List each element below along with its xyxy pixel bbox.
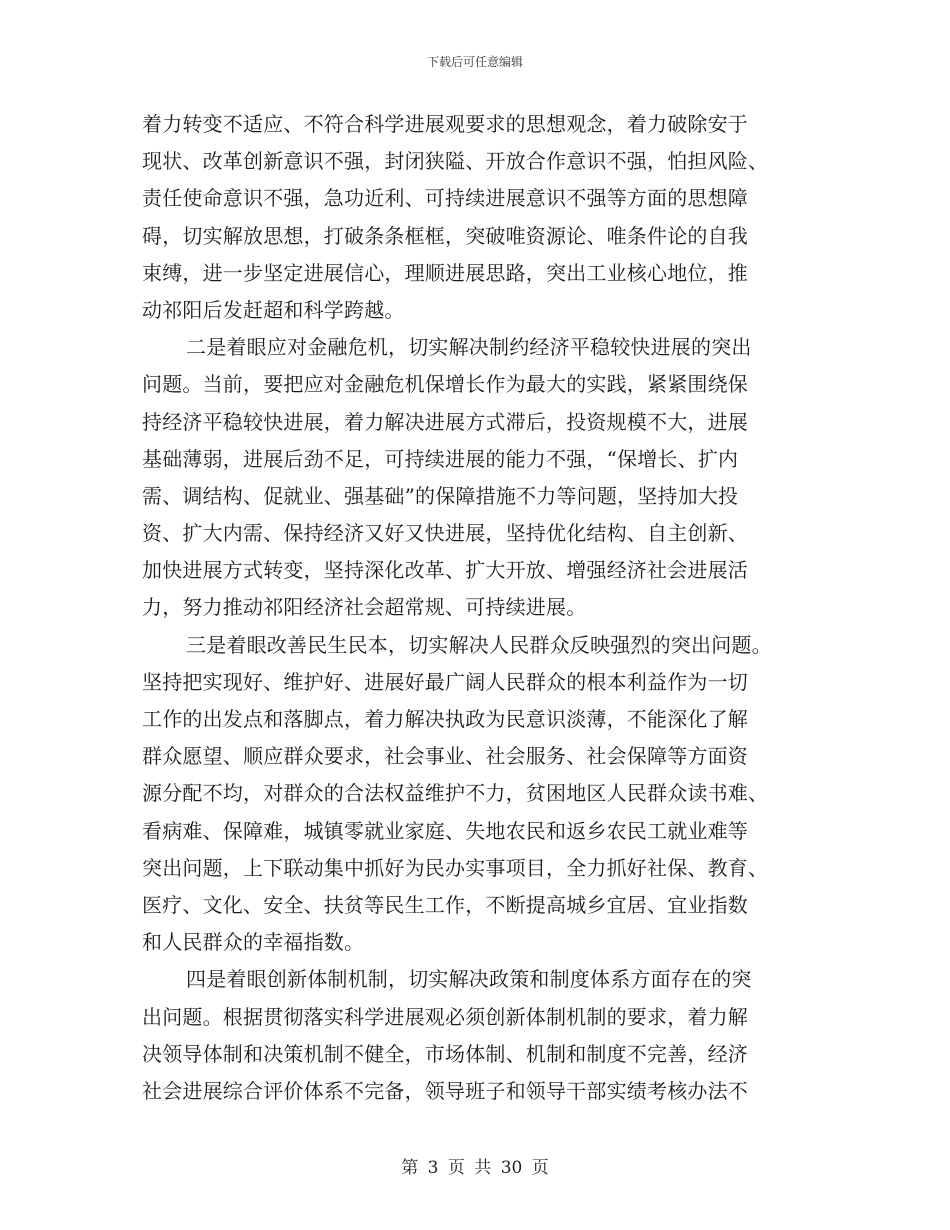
text-line: 二是着眼应对金融危机，切实解决制约经济平稳较快进展的突出	[186, 335, 752, 360]
text-line: 加快进展方式转变，坚持深化改革、扩大开放、增强经济社会进展活	[142, 558, 748, 583]
text-line: 碍，切实解放思想，打破条条框框，突破唯资源论、唯条件论的自我	[142, 223, 748, 248]
text-line: 责任使命意识不强，急功近利、可持续进展意识不强等方面的思想障	[142, 186, 748, 211]
text-line: 源分配不均，对群众的合法权益维护不力，贫困地区人民群众读书难、	[142, 781, 769, 806]
text-line: 坚持把实现好、维护好、进展好最广阔人民群众的根本利益作为一切	[142, 669, 748, 694]
text-line: 和人民群众的幸福指数。	[142, 930, 365, 955]
text-line: 持经济平稳较快进展，着力解决进展方式滞后，投资规模不大，进展	[142, 409, 748, 434]
page-header: 下载后可任意编辑	[426, 55, 523, 69]
text-line: 群众愿望、顺应群众要求，社会事业、社会服务、社会保障等方面资	[142, 744, 748, 769]
text-line: 出问题。根据贯彻落实科学进展观必须创新体制机制的要求，着力解	[142, 1004, 748, 1029]
text-line: 力，努力推动祁阳经济社会超常规、可持续进展。	[142, 595, 587, 620]
document-body	[142, 106, 810, 1110]
text-line: 束缚，进一步坚定进展信心，理顺进展思路，突出工业核心地位，推	[142, 260, 748, 285]
text-line: 动祁阳后发赶超和科学跨越。	[142, 297, 405, 322]
text-line: 医疗、文化、安全、扶贫等民生工作，不断提高城乡宜居、宜业指数	[142, 892, 748, 917]
text-line: 突出问题，上下联动集中抓好为民办实事项目，全力抓好社保、教育、	[142, 855, 769, 880]
text-line: 着力转变不适应、不符合科学进展观要求的思想观念，着力破除安于	[142, 112, 748, 136]
text-line: 看病难、保障难，城镇零就业家庭、失地农民和返乡农民工就业难等	[142, 818, 748, 843]
text-line: 决领导体制和决策机制不健全，市场体制、机制和制度不完善，经济	[142, 1041, 748, 1066]
text-line: 基础薄弱，进展后劲不足，可持续进展的能力不强，“保增长、扩内	[142, 446, 739, 471]
text-line: 三是着眼改善民生民本，切实解决人民群众反映强烈的突出问题。	[186, 632, 772, 657]
text-line: 现状、改革创新意识不强，封闭狭隘、开放合作意识不强，怕担风险、	[142, 149, 769, 174]
text-line: 问题。当前，要把应对金融危机保增长作为最大的实践，紧紧围绕保	[142, 372, 748, 397]
text-line: 四是着眼创新体制机制，切实解决政策和制度体系方面存在的突	[186, 967, 752, 992]
page-footer: 第 3 页 共 30 页	[401, 1158, 549, 1178]
text-line: 需、调结构、促就业、强基础”的保障措施不力等问题，坚持加大投	[142, 483, 739, 508]
text-line: 社会进展综合评价体系不完备，领导班子和领导干部实绩考核办法不	[142, 1078, 748, 1103]
text-line: 资、扩大内需、保持经济又好又快进展，坚持优化结构、自主创新、	[142, 521, 748, 546]
text-line: 工作的出发点和落脚点，着力解决执政为民意识淡薄，不能深化了解	[142, 707, 748, 731]
